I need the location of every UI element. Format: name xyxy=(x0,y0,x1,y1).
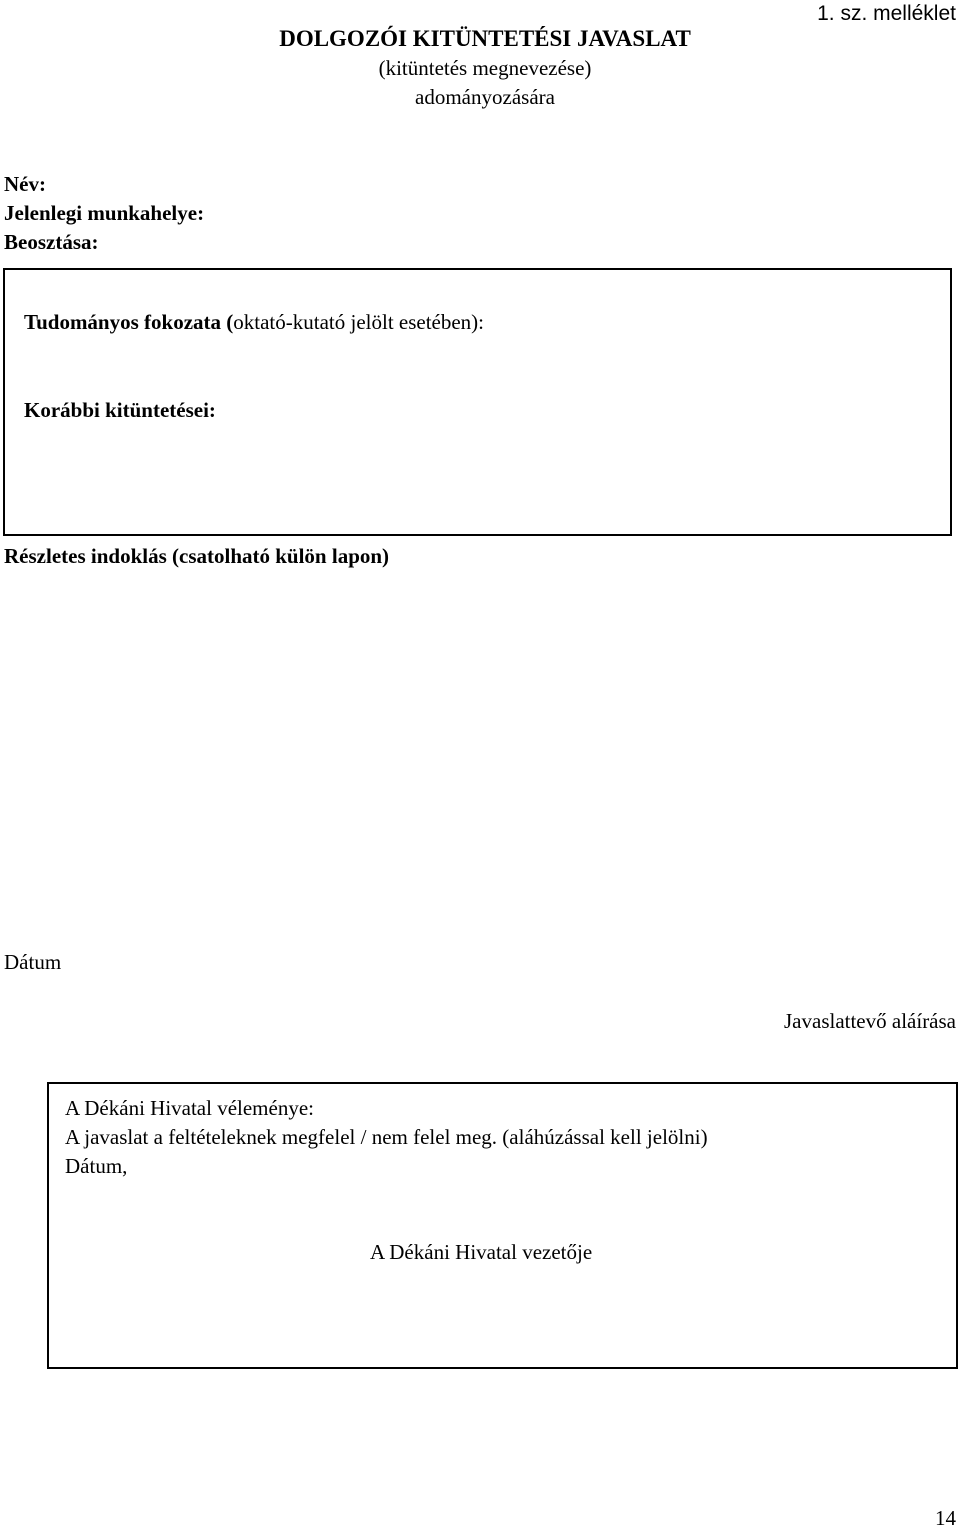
dean-head-signature-label: A Dékáni Hivatal vezetője xyxy=(370,1240,593,1264)
degree-label-bold: Tudományos fokozata ( xyxy=(24,310,234,334)
annex-label: 1. sz. melléklet xyxy=(817,2,956,25)
document-subtitle: adományozására xyxy=(415,85,555,109)
workplace-field-label: Jelenlegi munkahelye: xyxy=(4,201,205,225)
award-name-placeholder: (kitüntetés megnevezése) xyxy=(378,56,592,80)
degree-label xyxy=(24,308,484,337)
document-header xyxy=(230,24,740,112)
position-field-label: Beosztása: xyxy=(4,230,99,254)
page-number: 14 xyxy=(935,1506,956,1530)
document-title: DOLGOZÓI KITÜNTETÉSI JAVASLAT xyxy=(279,26,691,51)
date-label: Dátum xyxy=(4,950,62,974)
details-box xyxy=(3,268,952,536)
justification-label: Részletes indoklás (csatolható külön lapon) xyxy=(4,544,390,568)
dean-opinion-label: A Dékáni Hivatal véleménye: xyxy=(65,1096,314,1120)
name-label-text: Név: xyxy=(4,172,46,196)
dean-opinion-box xyxy=(47,1082,958,1369)
name-field-label xyxy=(4,170,46,199)
degree-label-rest: oktató-kutató jelölt esetében): xyxy=(233,310,485,334)
dean-condition-text: A javaslat a feltételeknek megfelel / nem felel meg. (aláhúzással kell jelölni) xyxy=(65,1125,708,1149)
signature-label: Javaslattevő aláírása xyxy=(784,1009,956,1033)
dean-date-label: Dátum, xyxy=(65,1154,128,1178)
previous-awards-label: Korábbi kitüntetései: xyxy=(24,398,216,422)
